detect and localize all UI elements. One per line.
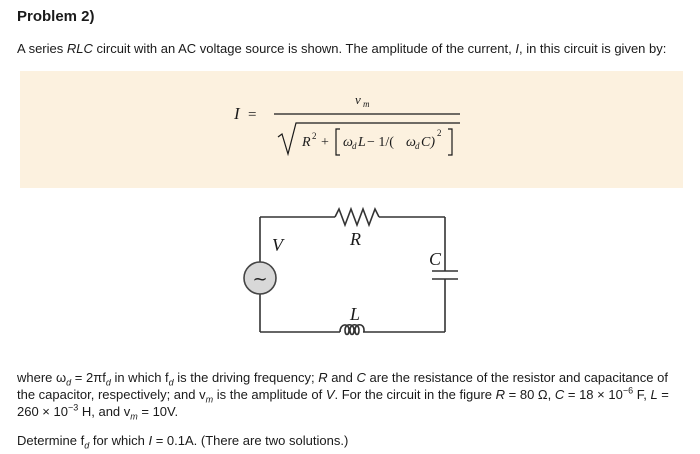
label-v: V <box>272 235 283 255</box>
svg-text:C): C) <box>421 135 435 150</box>
formula-r-exp: 2 <box>312 131 317 141</box>
label-c: C <box>429 249 442 269</box>
formula-lhs: I <box>234 104 240 123</box>
svg-text:2: 2 <box>437 128 442 138</box>
svg-text:d: d <box>352 141 357 151</box>
problem-title: Problem 2) <box>17 8 95 25</box>
formula-numerator: v <box>355 92 361 107</box>
formula-plus: + <box>321 135 329 150</box>
formula-equals: = <box>248 107 257 123</box>
description-paragraph: where $\omega_d = 2\pi f_d$ in which $f_d$ is the driving frequency; R and C are the resistance of the resistor and capacitance of the capacitor, respectively; and $v_m$ is the amplitude of V. For the circuit in the figure R = 80 Ω, $C = 18 \times 10^{-6}$ F, L = $260 \times 10^{-3}$ H, and $v_m = 10V$. <box>17 370 669 422</box>
formula-numerator-sub: m <box>363 99 370 109</box>
resistor-symbol <box>335 209 379 225</box>
ac-source-symbol: ~ <box>252 269 268 290</box>
svg-text:d: d <box>415 141 420 151</box>
formula-box <box>20 71 683 188</box>
svg-text:L: L <box>358 135 366 150</box>
svg-text:− 1/(: − 1/( <box>367 135 394 150</box>
svg-text:ω: ω <box>406 135 416 150</box>
formula-r: R <box>302 135 311 150</box>
label-r: R <box>350 229 361 249</box>
label-l: L <box>350 304 361 324</box>
svg-text:ω: ω <box>343 135 353 150</box>
rlc-circuit-diagram <box>200 195 480 355</box>
question-text: Determine $f_d$ for which I = 0.1A. (There are two solutions.) <box>17 433 349 451</box>
intro-text: A series RLC circuit with an AC voltage source is shown. The amplitude of the current, I, in this circuit is given by: <box>17 41 667 56</box>
current-amplitude-formula <box>20 71 683 188</box>
inductor-symbol <box>340 325 364 335</box>
